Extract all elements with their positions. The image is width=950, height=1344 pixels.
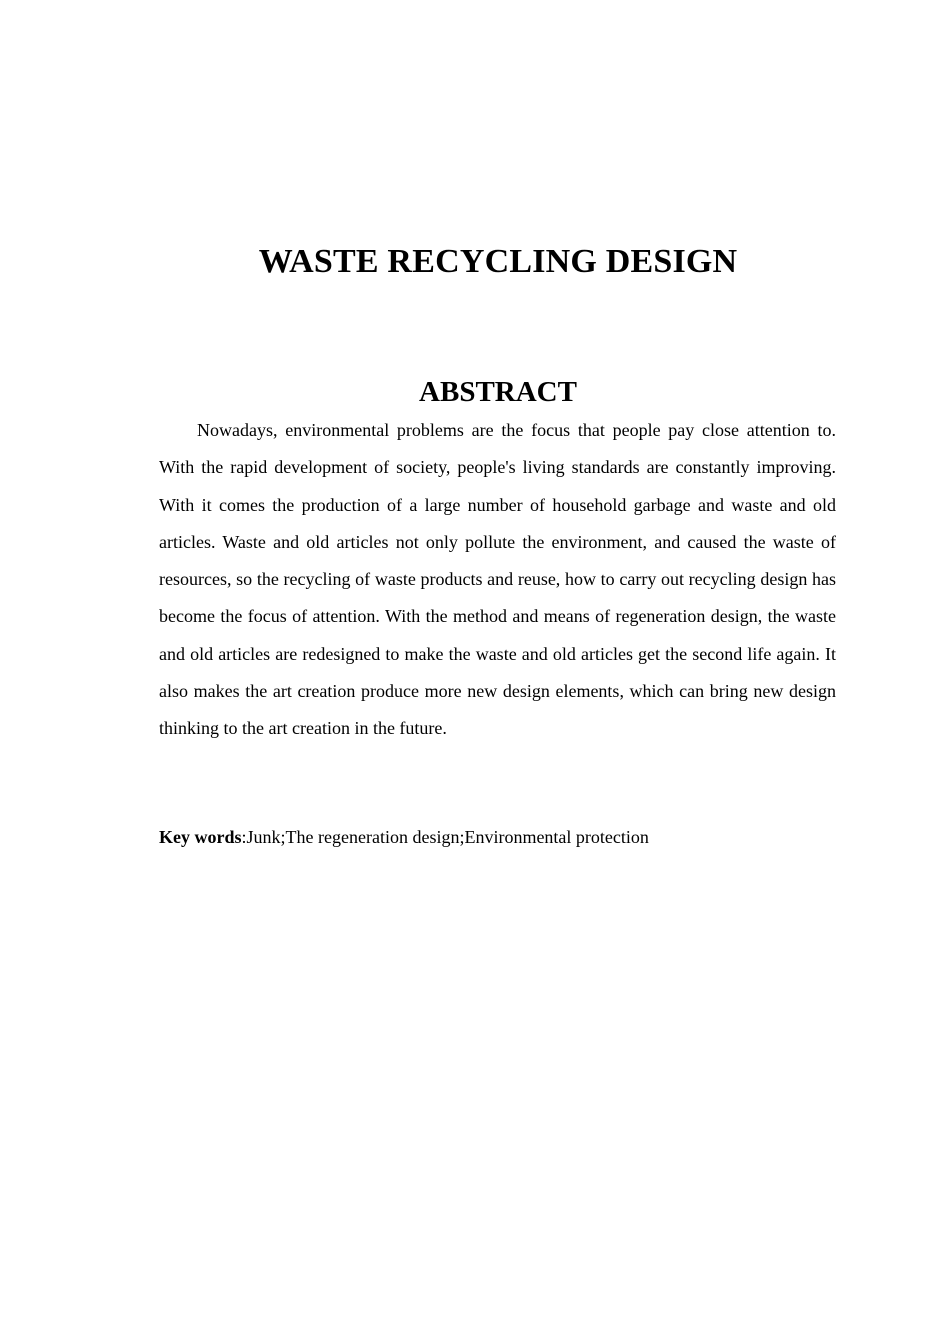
abstract-heading: ABSTRACT <box>419 376 577 408</box>
abstract-paragraph: Nowadays, environmental problems are the focus that people pay close attention to. With the rapid development of society, people's living standards are constantly improving. With it comes the production of a large number of household garbage and waste and old articles. Waste and old articles not only pollute the environment, and caused the waste of resources, so the recycling of waste products and reuse, how to carry out recycling design has become the focus of attention. With the method and means of regeneration design, the waste and old articles are redesigned to make the waste and old articles get the second life again. It also makes the art creation produce more new design elements, which can bring new design thinking to the art creation in the future. <box>159 420 836 739</box>
keywords-line <box>159 822 859 852</box>
keywords-label: Key words <box>159 827 242 847</box>
keywords-separator: : <box>241 827 247 847</box>
keywords-text: Junk;The regeneration design;Environmental protection <box>246 827 649 847</box>
document-title: WASTE RECYCLING DESIGN <box>258 243 738 280</box>
